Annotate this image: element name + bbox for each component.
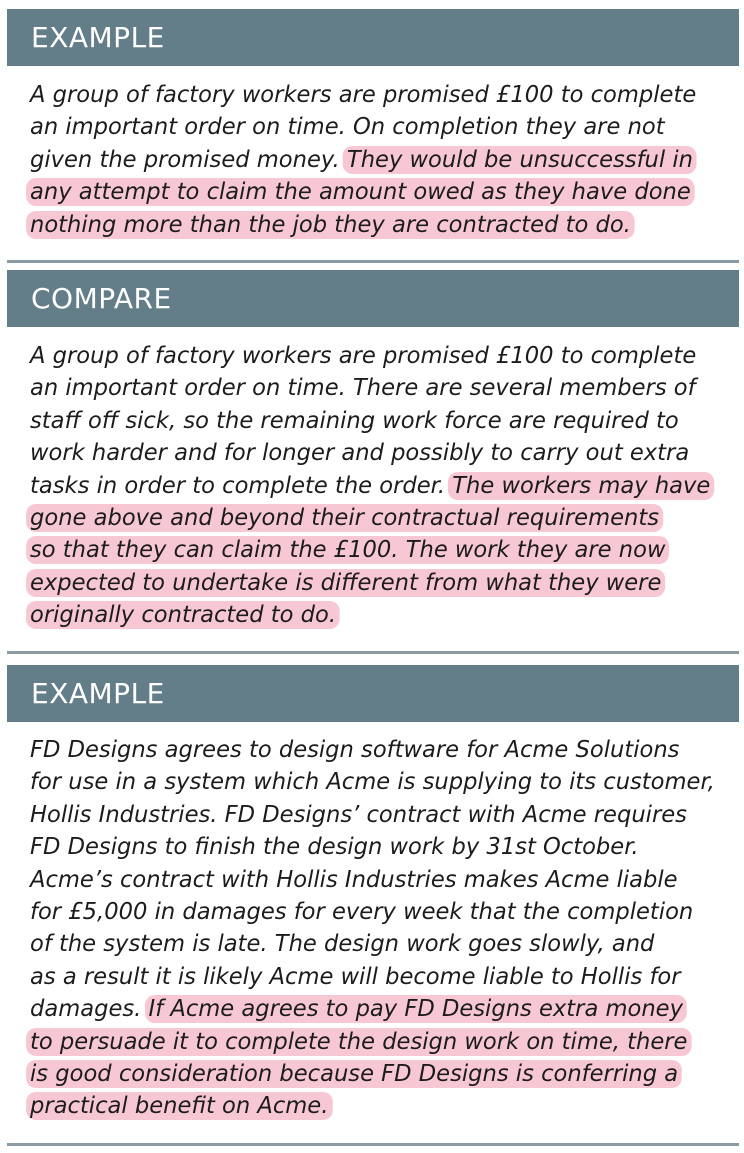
text-line xyxy=(30,766,730,798)
section-body xyxy=(30,734,742,1123)
text-line xyxy=(30,144,730,176)
text-line xyxy=(30,1026,730,1058)
plain-text: as a result it is likely Acme will become liable to Hollis for xyxy=(30,963,681,990)
text-line xyxy=(30,209,730,241)
plain-text: given the promised money. xyxy=(30,146,340,173)
section-body xyxy=(30,340,742,632)
section-heading: EXAMPLE xyxy=(7,665,739,722)
section-divider xyxy=(7,1143,739,1146)
highlighted-text: any attempt to claim the amount owed as they have done xyxy=(26,178,695,206)
highlighted-text: practical benefit on Acme. xyxy=(26,1092,332,1120)
plain-text: FD Designs to finish the design work by 31st October. xyxy=(30,834,639,861)
plain-text: Acme’s contract with Hollis Industries makes Acme liable xyxy=(30,866,678,893)
highlighted-text: The workers may have xyxy=(448,472,714,500)
text-line xyxy=(30,405,730,437)
text-line xyxy=(30,734,730,766)
text-line xyxy=(30,111,730,143)
plain-text: an important order on time. There are several members of xyxy=(30,375,696,402)
text-line xyxy=(30,928,730,960)
text-line xyxy=(30,831,730,863)
plain-text: of the system is late. The design work goes slowly, and xyxy=(30,931,655,958)
plain-text: tasks in order to complete the order. xyxy=(30,472,446,499)
text-line xyxy=(30,1058,730,1090)
text-line xyxy=(30,993,730,1025)
text-line xyxy=(30,896,730,928)
section-divider xyxy=(7,260,739,263)
highlighted-text: to persuade it to complete the design work on time, there xyxy=(26,1028,691,1056)
section-divider xyxy=(7,651,739,654)
highlighted-text: expected to undertake is different from what they were xyxy=(26,569,665,597)
text-line xyxy=(30,1090,730,1122)
plain-text: damages. xyxy=(30,996,142,1023)
plain-text: A group of factory workers are promised £100 to complete xyxy=(30,82,697,108)
text-line xyxy=(30,799,730,831)
text-line xyxy=(30,372,730,404)
highlighted-text: They would be unsuccessful in xyxy=(343,146,697,174)
section-heading: COMPARE xyxy=(7,270,739,327)
text-line xyxy=(30,79,730,111)
plain-text: for use in a system which Acme is supplying to its customer, xyxy=(30,769,715,796)
text-line xyxy=(30,864,730,896)
highlighted-text: If Acme agrees to pay FD Designs extra money xyxy=(145,995,687,1023)
plain-text: FD Designs agrees to design software for Acme Solutions xyxy=(30,737,680,763)
plain-text: for £5,000 in damages for every week that the completion xyxy=(30,898,694,925)
text-line xyxy=(30,599,730,631)
section-body xyxy=(30,79,742,241)
highlighted-text: so that they can claim the £100. The work they are now xyxy=(26,536,669,564)
text-line xyxy=(30,437,730,469)
highlighted-text: is good consideration because FD Designs is conferring a xyxy=(26,1060,682,1088)
text-line xyxy=(30,470,730,502)
plain-text: an important order on time. On completion they are not xyxy=(30,114,665,141)
text-line xyxy=(30,502,730,534)
text-line xyxy=(30,340,730,372)
highlighted-text: originally contracted to do. xyxy=(26,601,340,629)
text-line xyxy=(30,176,730,208)
plain-text: work harder and for longer and possibly to carry out extra xyxy=(30,440,690,467)
highlighted-text: nothing more than the job they are contracted to do. xyxy=(26,211,635,239)
plain-text: A group of factory workers are promised £100 to complete xyxy=(30,343,697,369)
plain-text: staff off sick, so the remaining work force are required to xyxy=(30,407,679,434)
section-heading: EXAMPLE xyxy=(7,9,739,66)
text-line xyxy=(30,534,730,566)
highlighted-text: gone above and beyond their contractual requirements xyxy=(26,504,663,532)
text-line xyxy=(30,961,730,993)
plain-text: Hollis Industries. FD Designs’ contract with Acme requires xyxy=(30,801,687,828)
text-line xyxy=(30,567,730,599)
